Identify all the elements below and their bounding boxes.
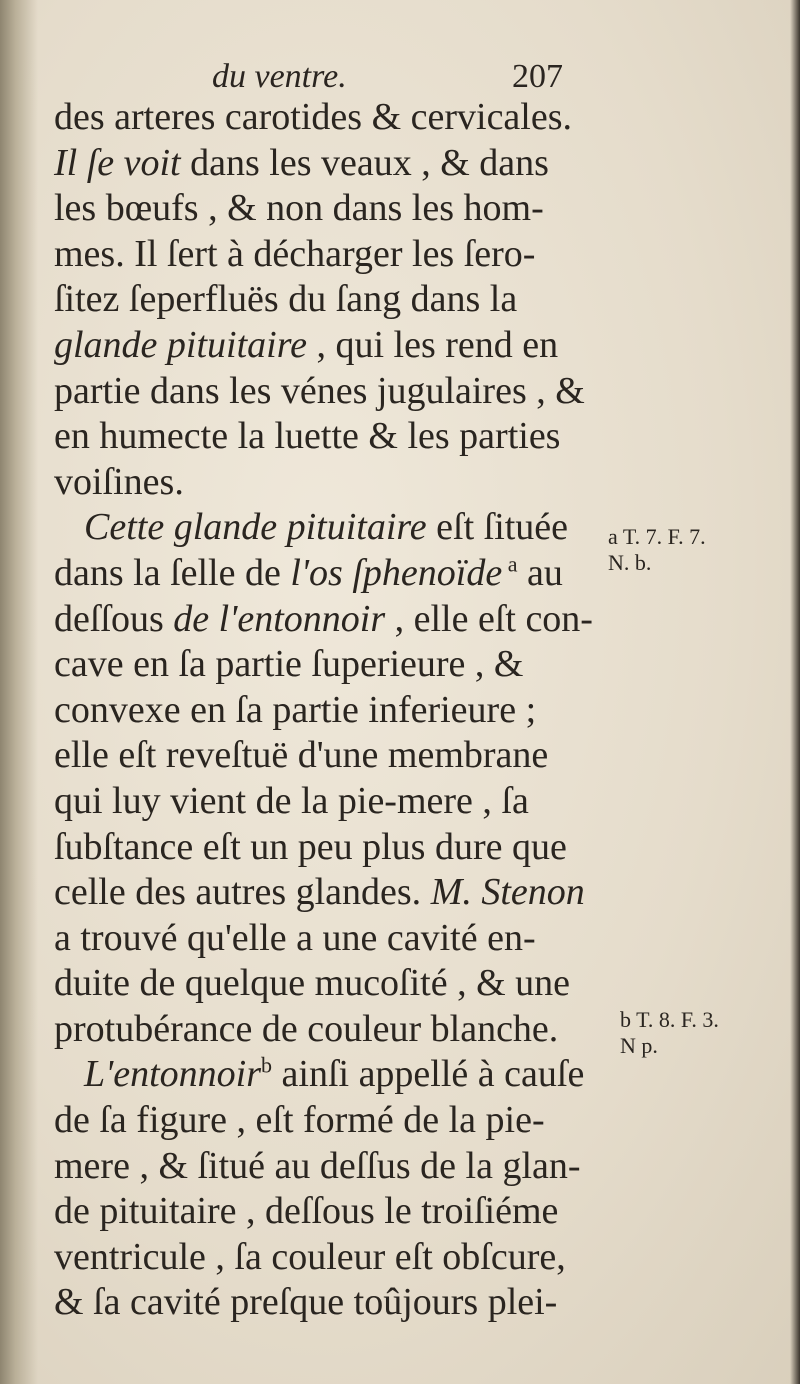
text-line [54, 597, 614, 643]
text-run: partie dans les vénes jugulaires , & [54, 369, 585, 412]
text-line [54, 825, 614, 871]
footnote-marker: b [261, 1052, 273, 1078]
text-run: de pituitaire , deſſous le troiſiéme [54, 1190, 559, 1233]
text-run: mes. Il ſert à décharger les ſero- [54, 232, 536, 275]
margin-note-a-line1: a T. 7. F. 7. [608, 524, 706, 549]
text-run: cave en ſa partie ſuperieure , & [54, 643, 524, 686]
text-line [54, 141, 614, 187]
text-line [54, 1189, 614, 1235]
text-line [54, 642, 614, 688]
text-line [54, 277, 614, 323]
text-line [54, 186, 614, 232]
text-line [54, 779, 614, 825]
text-run: mere , & ſitué au deſſus de la glan- [54, 1144, 581, 1187]
margin-note-a-line2: N. b. [608, 550, 652, 575]
text-run: , qui les rend en [306, 323, 559, 366]
body-text [54, 95, 614, 1326]
text-run: ſitez ſeperfluës du ſang dans la [54, 278, 518, 321]
text-run: celle des autres glandes. [54, 871, 431, 914]
text-run: glande pituitaire [54, 323, 307, 366]
text-line [54, 369, 614, 415]
text-run: des arteres carotides & cervicales. [54, 96, 573, 138]
text-line [54, 733, 614, 779]
running-head: du ventre. [212, 58, 347, 95]
text-run: l'os ſphenoïde [290, 551, 503, 594]
text-run: deſſous [54, 597, 174, 640]
text-run: en humecte la luette & les parties [54, 415, 561, 458]
margin-note-a [608, 524, 706, 576]
page-edge-shadow [790, 0, 800, 1384]
text-run: ainſi appellé à cauſe [272, 1053, 585, 1096]
text-run: de l'entonnoir [173, 597, 386, 640]
text-run: M. Stenon [430, 871, 585, 914]
text-run: convexe en ſa partie inferieure ; [54, 688, 537, 731]
margin-note-b [620, 1007, 719, 1059]
text-run: eſt ſituée [426, 506, 569, 549]
text-line [54, 323, 614, 369]
text-line [54, 414, 614, 460]
text-run: L'entonnoir [84, 1053, 262, 1096]
text-line [54, 1007, 614, 1053]
text-run: dans les veaux , & dans [180, 141, 549, 184]
text-line [54, 1280, 614, 1326]
text-line [54, 961, 614, 1007]
text-line [54, 232, 614, 278]
text-line [54, 1235, 614, 1281]
text-line [54, 870, 614, 916]
footnote-marker: a [502, 551, 518, 577]
page-gutter-shadow [0, 0, 38, 1384]
margin-note-b-line1: b T. 8. F. 3. [620, 1007, 719, 1032]
text-run: qui luy vient de la pie-mere , ſa [54, 779, 529, 822]
text-run: voiſines. [54, 460, 184, 503]
text-run: a trouvé qu'elle a une cavité en- [54, 916, 536, 959]
text-run: protubérance de couleur blanche. [54, 1007, 559, 1050]
text-line [54, 1052, 614, 1098]
text-run: de ſa figure , eſt formé de la pie- [54, 1099, 545, 1142]
text-run: Cette glande pituitaire [84, 506, 427, 549]
text-run: duite de quelque mucoſité , & une [54, 962, 571, 1005]
text-run: ventricule , ſa couleur eſt obſcure, [54, 1235, 566, 1278]
page-number: 207 [512, 58, 563, 95]
text-line [54, 95, 614, 141]
text-line [54, 551, 614, 597]
text-line [54, 1098, 614, 1144]
text-line [54, 505, 614, 551]
text-line [54, 688, 614, 734]
text-run: ſubſtance eſt un peu plus dure que [54, 825, 567, 868]
text-run: au [517, 551, 563, 594]
text-run: & ſa cavité preſque toûjours plei- [54, 1281, 558, 1324]
text-run: , elle eſt con- [385, 597, 593, 640]
margin-note-b-line2: N p. [620, 1033, 658, 1058]
text-run: les bœufs , & non dans les hom- [54, 187, 544, 230]
text-run: elle eſt reveſtuë d'une membrane [54, 734, 549, 777]
text-line [54, 916, 614, 962]
text-run: dans la ſelle de [54, 551, 291, 594]
text-line [54, 1144, 614, 1190]
text-run: Il ſe voit [54, 141, 181, 184]
text-line [54, 460, 614, 506]
